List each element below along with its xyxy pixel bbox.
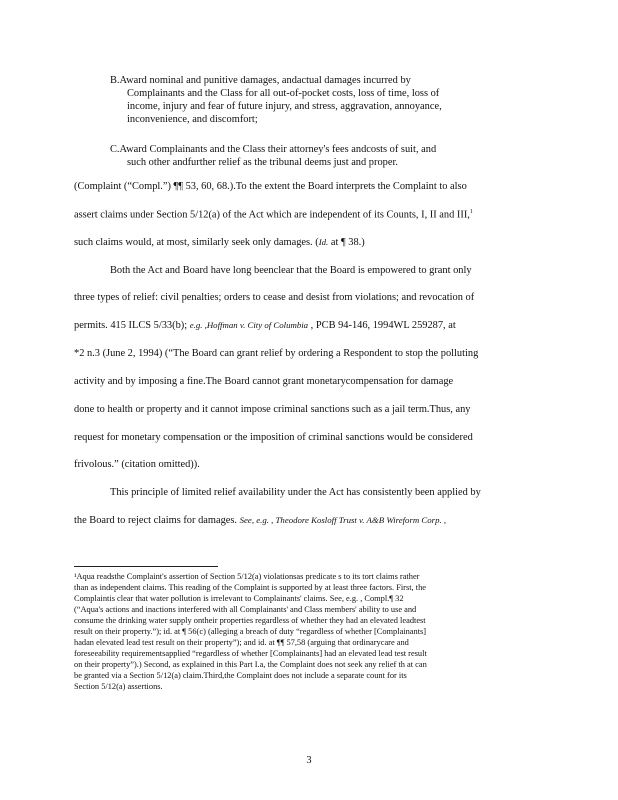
- relief-item-line: income, injury and fear of future injury, and stress, aggravation, annoyance,: [127, 101, 442, 112]
- page-number: 3: [306, 755, 312, 766]
- body-line: done to health or property and it cannot impose criminal sanctions such as a jail term.Thus, any: [74, 404, 471, 415]
- footnote: [74, 571, 546, 692]
- footnote-line: ¹Aqua readsthe Complaint's assertion of Section 5/12(a) violationsas predicate s to its tort claims rather: [74, 572, 420, 581]
- body-line: the Board to reject claims for damages. See, e.g. , Theodore Kosloff Trust v. A&B Wireform Corp. ,: [74, 515, 447, 526]
- footnote-line: be granted via a Section 5/12(a) claim.Third,the Complaint does not include a separate count for its: [74, 671, 407, 680]
- body-line: request for monetary compensation or the imposition of criminal sanctions would be considered: [74, 432, 473, 443]
- relief-item-line: C.Award Complainants and the Class their attorney's fees andcosts of suit, and: [110, 144, 437, 155]
- body-line: activity and by imposing a fine.The Board cannot grant monetarycompensation for damage: [74, 376, 454, 387]
- relief-item-line: inconvenience, and discomfort;: [127, 114, 258, 125]
- body-line: frivolous.” (citation omitted)).: [74, 459, 200, 470]
- footnote-line: on their property”).) Second, as explained in this Part I.a, the Complaint does not seek any relief th at can: [74, 660, 427, 669]
- footnote-separator: [74, 566, 218, 567]
- footnote-line: Complaintis clear that water pollution is irrelevant to Complainants' claims. See, e.g. , Compl.¶ 32: [74, 594, 404, 603]
- citation-italic: See, e.g. , Theodore Kosloff Trust v. A&B Wireform Corp. ,: [239, 515, 447, 525]
- footnote-line: than as independent claims. This reading of the Complaint is supported by at least three factors. First, the: [74, 583, 426, 592]
- relief-item-c: [110, 143, 510, 169]
- footnote-line: result on their property.”); id. at ¶ 56(c) (alleging a breach of duty “regardless of whether [Complainants]: [74, 627, 427, 636]
- footnote-line: foreseeability requirementsapplied “regardless of whether [Complainants] had an elevated lead test result: [74, 649, 427, 658]
- body-line: Both the Act and Board have long beenclear that the Board is empowered to grant only: [110, 265, 472, 276]
- citation-italic: Id.: [318, 237, 329, 247]
- footnote-line: (“Aqua's actions and inactions interfered with all Complainants' and Class members' ability to use and: [74, 605, 417, 614]
- footnote-marker: 1: [469, 209, 473, 215]
- body-line: assert claims under Section 5/12(a) of the Act which are independent of its Counts, I, II and III,$^1$: [74, 209, 473, 221]
- footnote-line: Section 5/12(a) assertions.: [74, 682, 163, 691]
- body-line: permits. 415 ILCS 5/33(b); e.g. ,Hoffman v. City of Columbia , PCB 94-146, 1994WL 259287, at: [74, 320, 456, 331]
- body-line: (Complaint (“Compl.”) ¶¶ 53, 60, 68.).To the extent the Board interprets the Complaint to also: [74, 181, 467, 192]
- body-line: three types of relief: civil penalties; orders to cease and desist from violations; and revocation of: [74, 292, 475, 303]
- body-line: *2 n.3 (June 2, 1994) (“The Board can grant relief by ordering a Respondent to stop the polluting: [74, 348, 479, 359]
- body-line: This principle of limited relief availability under the Act has consistently been applied by: [110, 487, 481, 498]
- relief-item-b: [110, 74, 510, 126]
- body-line: such claims would, at most, similarly seek only damages. (Id. at ¶ 38.): [74, 237, 365, 248]
- citation-italic: e.g. ,Hoffman v. City of Columbia: [189, 320, 309, 330]
- footnote-line: consume the drinking water supply ontheir properties regardless of whether they had an elevated leadtest: [74, 616, 426, 625]
- relief-item-line: such other andfurther relief as the tribunal deems just and proper.: [127, 157, 398, 168]
- relief-item-line: Complainants and the Class for all out-of-pocket costs, loss of time, loss of: [127, 88, 440, 99]
- relief-item-line: B.Award nominal and punitive damages, andactual damages incurred by: [110, 75, 411, 86]
- footnote-line: hadan elevated lead test result on their property”); and id. at ¶¶ 57,58 (arguing that ordinarycare and: [74, 638, 409, 647]
